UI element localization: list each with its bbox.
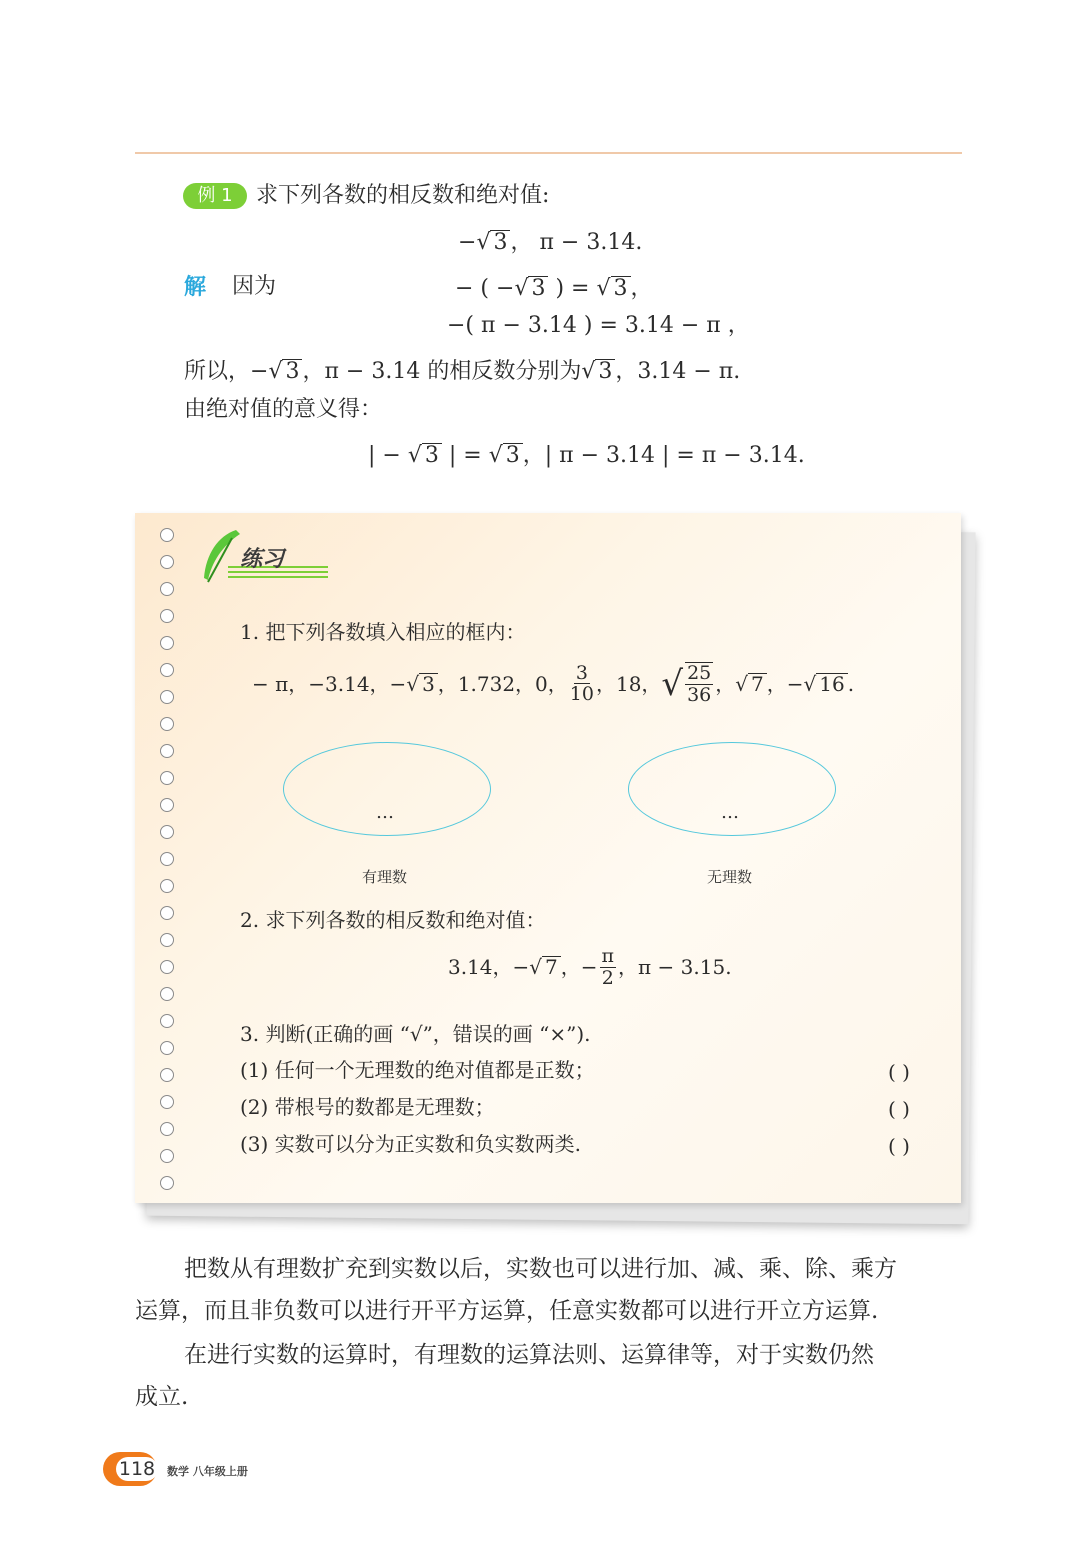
solution-line-1: − ( −√ 3 ) = √ 3 ， xyxy=(455,276,653,301)
q1-prompt: 1. 把下列各数填入相应的框内： xyxy=(240,620,526,644)
q1-numbers: − π，−3.14，− √ 3 ，1.732，0， $\frac{3}{10}$ ，18， √ $\frac{25}{36}$ ， √ 7 ，− √ 16 . xyxy=(252,661,855,706)
q3-item-1: (1) 任何一个无理数的绝对值都是正数； xyxy=(240,1058,595,1082)
exercise-title: 练习 xyxy=(240,547,285,572)
example-prompt: 求下列各数的相反数和绝对值: xyxy=(256,183,550,208)
example-badge: 例 1 xyxy=(183,183,247,209)
page-number: 118 xyxy=(116,1457,158,1481)
irrational-ellipsis: … xyxy=(721,802,739,823)
because-text: 因为 xyxy=(232,274,277,299)
q3-item-3: (3) 实数可以分为正实数和负实数两类. xyxy=(240,1132,582,1156)
answer-blank-3[interactable]: ( ) xyxy=(888,1134,910,1158)
q2-numbers: 3.14，− √ 7 ，− $\frac{\pi}{2}$ ，π − 3.15. xyxy=(448,945,732,989)
abs-intro: 由绝对值的意义得： xyxy=(184,397,383,422)
para-1-line-1: 把数从有理数扩充到实数以后，实数也可以进行加、减、乘、除、乘方 xyxy=(184,1256,897,1282)
rational-label: 有理数 xyxy=(362,868,408,886)
para-1-line-2: 运算，而且非负数可以进行开平方运算，任意实数都可以进行开立方运算. xyxy=(135,1298,879,1324)
solution-line-2: −( π − 3.14 ) = 3.14 − π ， xyxy=(447,313,750,338)
abs-line: | − √ 3 | = √ 3 ，| π − 3.14 | = π − 3.14. xyxy=(368,443,805,468)
irrational-label: 无理数 xyxy=(707,868,753,886)
para-2-line-1: 在进行实数的运算时，有理数的运算法则、运算律等，对于实数仍然 xyxy=(184,1342,874,1368)
rational-ellipsis: … xyxy=(376,802,394,823)
q2-prompt: 2. 求下列各数的相反数和绝对值： xyxy=(240,908,546,932)
answer-blank-2[interactable]: ( ) xyxy=(888,1097,910,1121)
para-2-line-2: 成立. xyxy=(135,1384,189,1410)
so-line: 所以，−√ 3 ，π − 3.14 的相反数分别为√ 3 ，3.14 − π. xyxy=(184,359,741,384)
header-rule xyxy=(135,152,962,154)
example-given: −√ 3 ， π − 3.14. xyxy=(458,230,643,255)
book-title: 数学 八年级上册 xyxy=(167,1465,248,1478)
q3-item-2: (2) 带根号的数都是无理数； xyxy=(240,1095,495,1119)
answer-blank-1[interactable]: ( ) xyxy=(888,1060,910,1084)
q3-prompt: 3. 判断(正确的画 “√”，错误的画 “×”). xyxy=(240,1022,591,1046)
solution-label: 解 xyxy=(184,274,207,300)
